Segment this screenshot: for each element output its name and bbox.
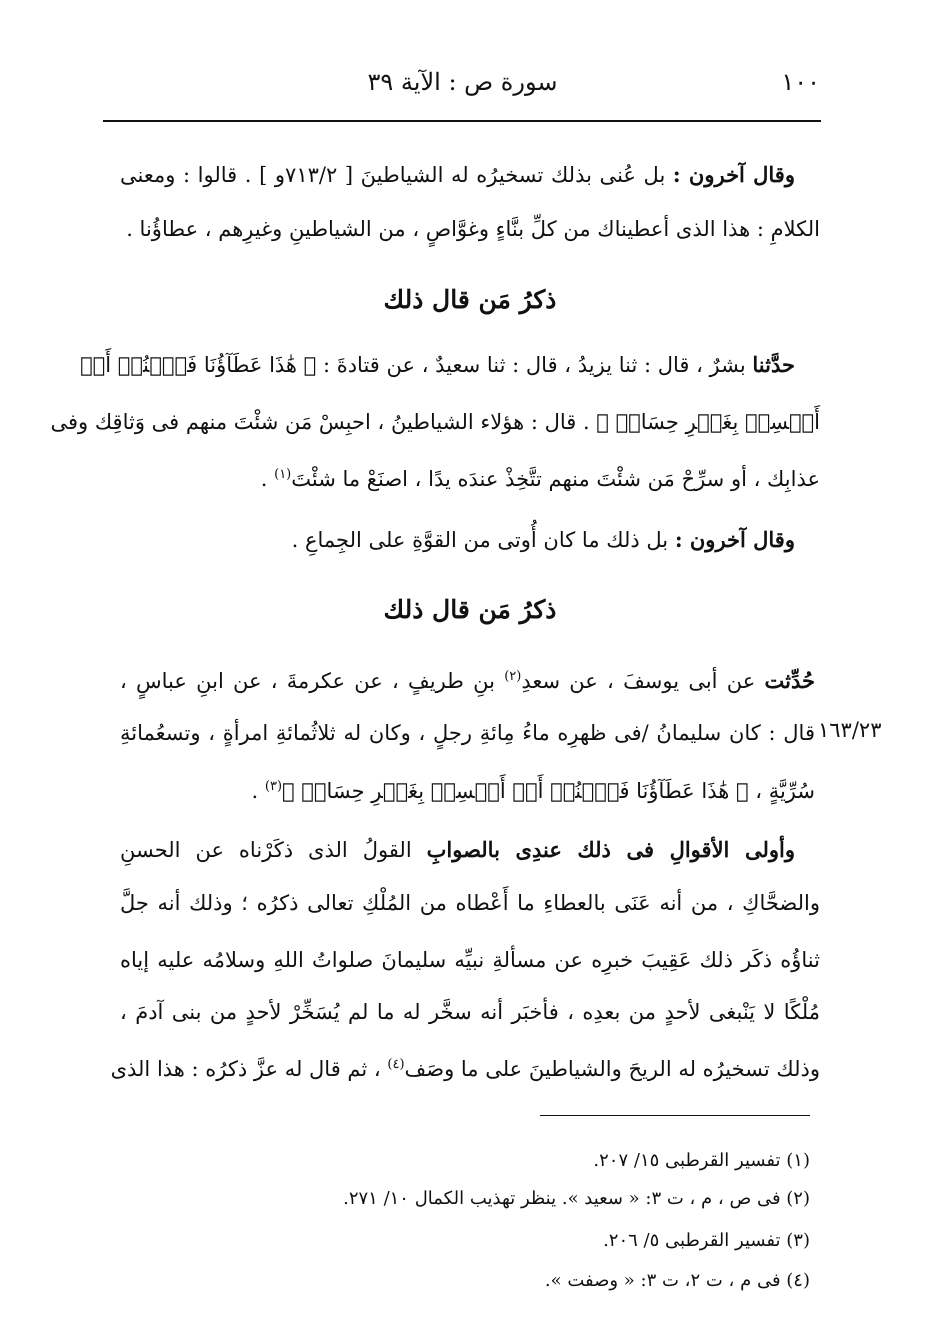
page-number: ١٠٠ xyxy=(781,68,820,96)
section-heading: ذكرُ مَن قال ذلك xyxy=(383,595,557,624)
footnote: (٤) فى م ، ت ٢، ت ٣: « وصفت ». xyxy=(544,1270,810,1291)
body-line: وقال آخرون : بل ذلك ما كان أُوتى من القوَّةِ على الجِماعِ . xyxy=(291,527,795,552)
header-rule xyxy=(103,120,821,122)
footnote: (١) تفسير القرطبى ١٥/ ٢٠٧. xyxy=(593,1150,810,1171)
body-line: سُرِّيَّةٍ ، ﴿ هَٰذَا عَطَآؤُنَا فَٱمۡنُنۡ أَوۡ أَمۡسِكۡ بِغَيۡرِ حِسَابٖ ﴾$^{(٣)}$ . xyxy=(251,779,815,803)
page-header xyxy=(105,68,820,108)
footnote-rule xyxy=(540,1115,810,1116)
body-line: قال : كان سليمانُ /فى ظهرِه ماءُ مِائةِ رجلٍ ، وكان له ثلاثُمائةِ امرأةٍ ، وتسعُمائةِ xyxy=(120,721,815,745)
body-line: مُلْكًا لا يَنْبغى لأحدٍ من بعدِه ، فأخبَر أنه سخَّر له ما لم يُسَخِّرْ لأحدٍ من بنى آدمَ ، xyxy=(120,1000,820,1024)
body-line: وقال آخرون : بل عُنى بذلك تسخيرُه له الشياطينَ [ ٧١٣/٢و ] . قالوا : ومعنى xyxy=(120,162,795,187)
footnote: (٢) فى ص ، م ، ت ٣: « سعيد ». ينظر تهذيب الكمال ١٠/ ٢٧١. xyxy=(343,1188,810,1209)
body-line: أَمۡسِكۡ بِغَيۡرِ حِسَابٖ ﴾ . قال : هؤلاء الشياطينُ ، احبِسْ مَن شئْتَ منهم فى وَثاقِك وفى xyxy=(50,410,820,434)
body-line: وأولى الأقوالِ فى ذلك عندِى بالصوابِ القولُ الذى ذكَرْناه عن الحسنِ xyxy=(120,837,795,862)
footnote-ref: (٤) xyxy=(387,1057,405,1072)
body-line: وذلك تسخيرُه له الريحَ والشياطينَ على ما وصَف$^{(٤)}$ ، ثم قال له عزَّ ذكرُه : هذا الذى xyxy=(110,1057,820,1081)
body-line: ثناؤُه ذكَر ذلك عَقِيبَ خبرِه عن مسألةِ نبيِّه سليمانَ صلواتُ اللهِ وسلامُه عليه إياه xyxy=(120,948,820,972)
body-line: حُدِّثت عن أبى يوسفَ ، عن سعدِ$^{(٢)}$ بنِ طريفٍ ، عن عكرمةَ ، عن ابنِ عباسٍ ، xyxy=(120,668,815,693)
body-line: حدَّثنا بشرٌ ، قال : ثنا يزيدُ ، قال : ثنا سعيدٌ ، عن قتادةَ : ﴿ هَٰذَا عَطَآؤُنَا فَٱمۡنُنۡ أَوۡ xyxy=(80,352,795,377)
body-line: الكلامِ : هذا الذى أعطيناك من كلِّ بنَّاءٍ وغوَّاصٍ ، من الشياطينِ وغيرِهم ، عطاؤُنا . xyxy=(126,217,820,241)
section-heading: ذكرُ مَن قال ذلك xyxy=(383,285,557,314)
running-title: سورة ص : الآية ٣٩ xyxy=(367,68,558,96)
footnote-ref: (٢) xyxy=(504,669,522,684)
footnote-ref: (٣) xyxy=(264,779,283,794)
footnote-ref: (١) xyxy=(274,467,292,482)
footnote: (٣) تفسير القرطبى ٥/ ٢٠٦. xyxy=(603,1230,810,1251)
margin-reference: ١٦٣/٢٣ xyxy=(818,718,882,742)
body-line: عذابِك ، أو سرِّحْ مَن شئْتَ منهم تتَّخِذْ عندَه يدًا ، اصنَعْ ما شئْتَ$^{(١)}$ . xyxy=(260,467,820,491)
body-line: والضحَّاكِ ، من أنه عَنَى بالعطاءِ ما أَعْطاه من المُلْكِ تعالى ذكرُه ؛ وذلك أنه جلَّ xyxy=(120,891,820,915)
